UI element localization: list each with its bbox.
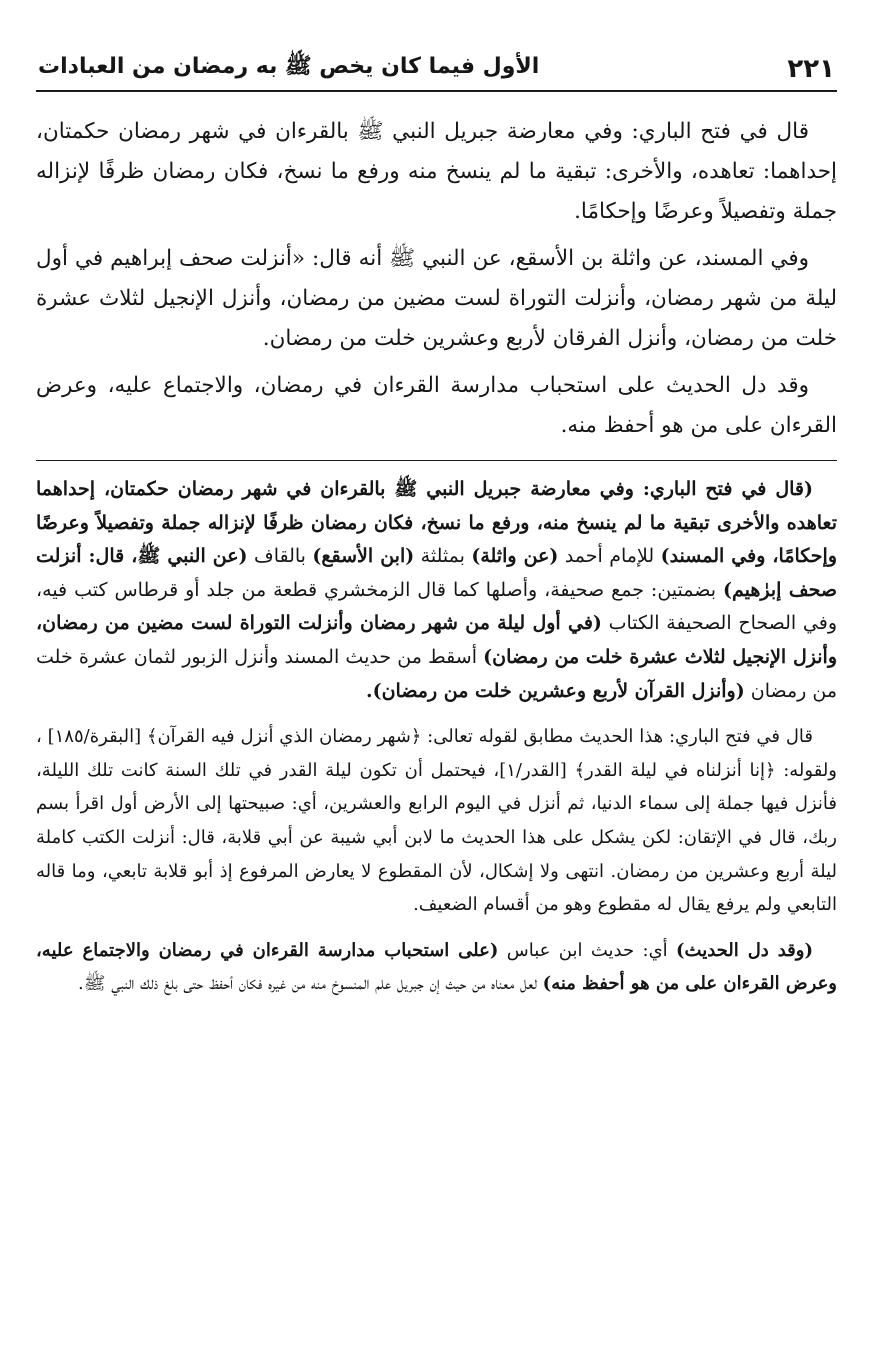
commentary-text: أي: حديث ابن عباس [498, 939, 677, 961]
quoted-text: (وقد دل الحديث) [676, 939, 813, 961]
main-paragraph: قال في فتح الباري: وفي معارضة جبريل النبي ﷺ بالقرءان في شهر رمضان حكمتان، إحداهما: تعاهده، والأخرى: تبقية ما لم ينسخ منه ورفع ما نسخ، فكان رمضان ظرفًا لإنزاله جملة وتفصيلاً وعرضًا وإحكامًا. [36, 119, 837, 224]
page-number: ٢٢١ [787, 54, 835, 84]
commentary-paragraph [36, 473, 837, 708]
running-header [36, 36, 837, 92]
commentary-paragraph: قال في فتح الباري: هذا الحديث مطابق لقوله تعالى: ﴿شهر رمضان الذي أنزل فيه القرآن﴾ [البقرة/١٨٥] ، ولقوله: ﴿إنا أنزلناه في ليلة القدر﴾ [القدر/١]، فيحتمل أن تكون ليلة القدر في تلك السنة كانت تلك الليلة، فأنزل فيها جملة إلى سماء الدنيا، ثم أنزل في اليوم الرابع والعشرين، أي: صبيحتها إلى الأرض أول اقرأ بسم ربك، قال في الإتقان: لكن يشكل على هذا الحديث ما لابن أبي شيبة عن أبي قلابة، قال: أنزلت الكتب كاملة ليلة أربع وعشرين من رمضان. انتهى ولا إشكال، لأن المقطوع لا يعارض المرفوع إذ أبو قلابة تابعي، وما قاله التابعي ولم يرفع يقال له مقطوع وهو من أقسام الضعيف. [36, 726, 837, 916]
quoted-text: (ابن الأسقع) [312, 545, 415, 568]
main-paragraph: وقد دل الحديث على استحباب مدارسة القرءان في رمضان، والاجتماع عليه، وعرض القرءان على من هو أحفظ منه. [36, 373, 837, 438]
commentary-paragraph [36, 934, 837, 1001]
running-title: الأول فيما كان يخص ﷺ به رمضان من العبادات [38, 54, 540, 79]
main-paragraph: وفي المسند، عن واثلة بن الأسقع، عن النبي ﷺ أنه قال: «أنزلت صحف إبراهيم في أول ليلة من شهر رمضان، وأنزلت التوراة لست مضين من رمضان، وأنزل الإنجيل لثلاث عشرة خلت من رمضان، وأنزل الفرقان لأربع وعشرين خلت من رمضان. [36, 246, 837, 351]
commentary-text: أسقط من حديث المسند وأنزل الزبور لثمان عشرة خلت من رمضان [36, 645, 837, 702]
main-text [36, 112, 837, 446]
quoted-text: (وأنزل القرآن لأربع وعشرين خلت من رمضان). [365, 679, 745, 702]
commentary-text: بمثلثة [414, 545, 472, 568]
quoted-text: (في أول ليلة من شهر رمضان وأنزلت التوراة لست مضين من رمضان، وأنزل الإنجيل لثلاث عشرة خلت من رمضان) [36, 612, 837, 668]
footnote-separator [36, 460, 837, 461]
commentary-text: لعل معناه من حيث إن جبريل علم المنسوخ منه من غيره فكان أحفظ حتى بلغ ذلك النبي ﷺ. [78, 973, 543, 995]
commentary-text: بالقاف [247, 545, 313, 568]
quoted-text: (عن واثلة) [471, 545, 559, 568]
quoted-text: (على استحباب مدارسة القرءان في رمضان والاجتماع عليه، وعرض القرءان على من هو أحفظ منه) [36, 939, 837, 995]
quoted-text: (قال في فتح الباري: وفي معارضة جبريل النبي ﷺ بالقرءان في شهر رمضان حكمتان، إحداهما تعاهده والأخرى تبقية ما لم ينسخ منه، ورفع ما نسخ، فكان رمضان ظرفًا لإنزاله جملة وتفصيلاً وعرضًا وإحكامًا، وفي المسند) [36, 478, 838, 568]
commentary-text: بضمتين: جمع صحيفة، وأصلها كما قال الزمخشري قطعة من جلد أو قرطاس كتب فيه، وفي الصحاح الصحيفة الكتاب [36, 578, 837, 635]
commentary [36, 473, 837, 1001]
commentary-text: للإمام أحمد [558, 545, 661, 568]
quoted-text: (عن النبي ﷺ، قال: أنزلت صحف إبرٰهيم) [36, 545, 837, 601]
